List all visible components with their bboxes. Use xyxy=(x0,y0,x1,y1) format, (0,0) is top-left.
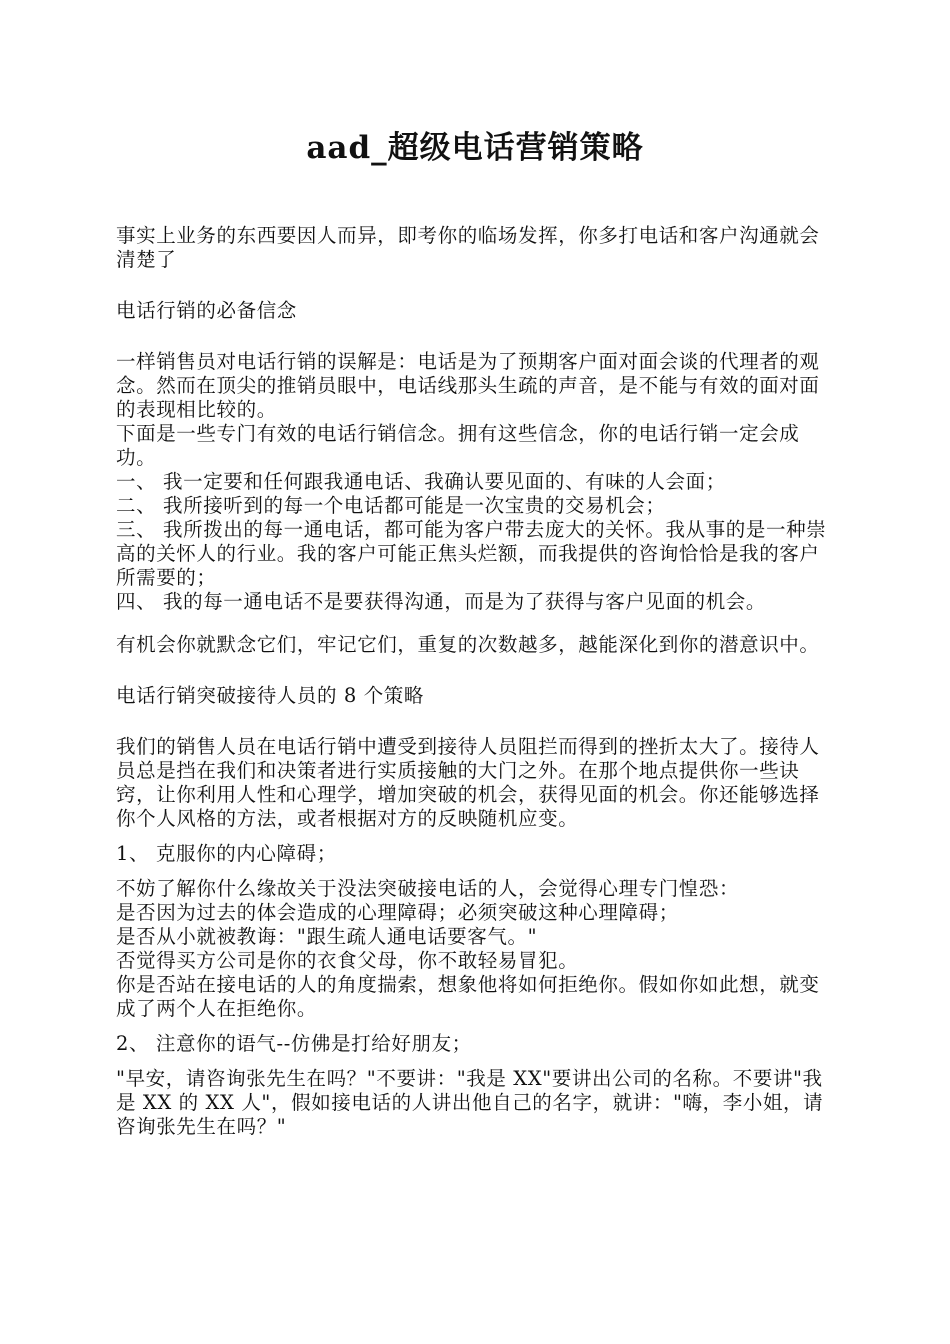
numbered-heading: 1、 克服你的内心障碍； xyxy=(116,842,337,865)
intro-paragraph: 事实上业务的东西要因人而异，即考你的临场发挥，你多打电话和客户沟通就会清楚了 xyxy=(116,224,820,271)
paragraph: 有机会你就默念它们，牢记它们，重复的次数越多，越能深化到你的潜意识中。 xyxy=(116,633,820,656)
document-body xyxy=(116,224,836,1139)
paragraph: 是否从小就被教诲："跟生疏人通电话要客气。" xyxy=(116,925,538,948)
paragraph: "早安，请咨询张先生在吗？"不要讲："我是 XX"要讲出公司的名称。不要讲"我是 XX 的 XX 人"，假如接电话的人讲出他自己的名字，就讲："嗨，李小姐，请咨询张先生在吗？" xyxy=(116,1067,824,1138)
section-heading: 电话行销突破接待人员的 8 个策略 xyxy=(116,684,425,707)
numbered-heading: 2、 注意你的语气--仿佛是打给好朋友； xyxy=(116,1032,472,1055)
document-title: aad_超级电话营销策略 xyxy=(306,130,644,166)
section-heading: 电话行销的必备信念 xyxy=(116,299,297,322)
paragraph: 是否因为过去的体会造成的心理障碍；必须突破这种心理障碍； xyxy=(116,901,679,924)
paragraph: 一样销售员对电话行销的误解是：电话是为了预期客户面对面会谈的代理者的观念。然而在顶尖的推销员眼中，电话线那头生疏的声音，是不能与有效的面对面的表现相比较的。 xyxy=(116,350,820,421)
list-item: 四、 我的每一通电话不是要获得沟通，而是为了获得与客户见面的机会。 xyxy=(116,590,766,613)
paragraph: 你是否站在接电话的人的角度揣索，想象他将如何拒绝你。假如你如此想，就变成了两个人在拒绝你。 xyxy=(116,973,820,1020)
list-item: 二、 我所接听到的每一个电话都可能是一次宝贵的交易机会； xyxy=(116,494,666,517)
list-item: 一、 我一定要和任何跟我通电话、我确认要见面的、有味的人会面； xyxy=(116,470,726,493)
paragraph: 下面是一些专门有效的电话行销信念。拥有这些信念，你的电话行销一定会成功。 xyxy=(116,422,800,469)
list-item: 三、 我所拨出的每一通电话，都可能为客户带去庞大的关怀。我从事的是一种崇高的关怀人的行业。我的客户可能正焦头烂额，而我提供的咨询恰恰是我的客户所需要的； xyxy=(116,518,827,589)
paragraph: 我们的销售人员在电话行销中遭受到接待人员阻拦而得到的挫折太大了。接待人员总是挡在我们和决策者进行实质接触的大门之外。在那个地点提供你一些诀窍，让你利用人性和心理学，增加突破的机会，获得见面的机会。你还能够选择你个人风格的方法，或者根据对方的反映随机应变。 xyxy=(116,735,820,830)
paragraph: 不妨了解你什么缘故关于没法突破接电话的人，会觉得心理专门惶恐： xyxy=(116,877,740,900)
paragraph: 否觉得买方公司是你的衣食父母，你不敢轻易冒犯。 xyxy=(116,949,579,972)
